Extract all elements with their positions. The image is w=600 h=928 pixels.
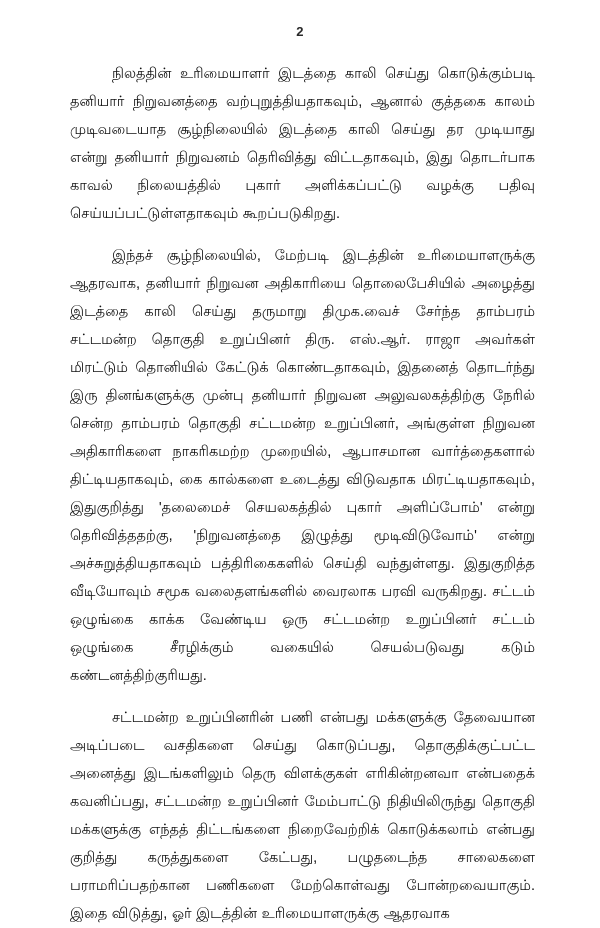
paragraph-3: சட்டமன்ற உறுப்பினரின் பணி என்பது மக்களுக்கு தேவையான அடிப்படை வசதிகளை செய்து கொடுப்பது, தொகுதிக்குட்பட்ட அனைத்து இடங்களிலும் தெரு விளக்குகள் எரிகின்றனவா என்பதைக் கவனிப்பது, சட்டமன்ற உறுப்பினர் மேம்பாட்டு நிதியிலிருந்து தொகுதி மக்களுக்கு எந்தத் திட்டங்களை நிறைவேற்றிக் கொடுக்கலாம் என்பது குறித்து கருத்துகளை கேட்பது, பழுதடைந்த சாலைகளை பராமரிப்பதற்கான பணிகளை மேற்கொள்வது போன்றவையாகும். இதை விடுத்து, ஓர் இடத்தின் உரிமையாளருக்கு ஆதரவாக <box>70 710 535 922</box>
page-number: 2 <box>296 24 304 39</box>
paragraph-2: இந்தச் சூழ்நிலையில், மேற்படி இடத்தின் உரிமையாளருக்கு ஆதரவாக, தனியார் நிறுவன அதிகாரியை தொலைபேசியில் அழைத்து இடத்தை காலி செய்து தருமாறு திமுக.வைச் சேர்ந்த தாம்பரம் சட்டமன்ற தொகுதி உறுப்பினர் திரு. எஸ்.ஆர். ராஜா அவர்கள் மிரட்டும் தொனியில் கேட்டுக் கொண்டதாகவும், இதனைத் தொடர்ந்து இரு தினங்களுக்கு முன்பு தனியார் நிறுவன அலுவலகத்திற்கு நேரில் சென்ற தாம்பரம் தொகுதி சட்டமன்ற உறுப்பினர், அங்குள்ள நிறுவன அதிகாரிகளை நாகரிகமற்ற முறையில், ஆபாசமான வார்த்தைகளால் திட்டியதாகவும், கை கால்களை உடைத்து விடுவதாக மிரட்டியதாகவும், இதுகுறித்து 'தலைமைச் செயலகத்தில் புகார் அளிப்போம்' என்று தெரிவித்ததற்கு, 'நிறுவனத்தை இழுத்து மூடிவிடுவோம்' என்று அச்சுறுத்தியதாகவும் பத்திரிகைகளில் செய்தி வந்துள்ளது. இதுகுறித்த வீடியோவும் சமூக வலைதளங்களில் வைரலாக பரவி வருகிறது. சட்டம் ஒழுங்கை காக்க வேண்டிய ஒரு சட்டமன்ற உறுப்பினர் சட்டம் ஒழுங்கை சீரழிக்கும் வகையில் செயல்படுவது கடும் கண்டனத்திற்குரியது. <box>70 248 535 684</box>
document-body <box>70 60 535 928</box>
paragraph-1: நிலத்தின் உரிமையாளர் இடத்தை காலி செய்து கொடுக்கும்படி தனியார் நிறுவனத்தை வற்புறுத்தியதாகவும், ஆனால் குத்தகை காலம் முடிவடையாத சூழ்நிலையில் இடத்தை காலி செய்து தர முடியாது என்று தனியார் நிறுவனம் தெரிவித்து விட்டதாகவும், இது தொடர்பாக காவல் நிலையத்தில் புகார் அளிக்கப்பட்டு வழக்கு பதிவு செய்யப்பட்டுள்ளதாகவும் கூறப்படுகிறது. <box>70 66 535 222</box>
